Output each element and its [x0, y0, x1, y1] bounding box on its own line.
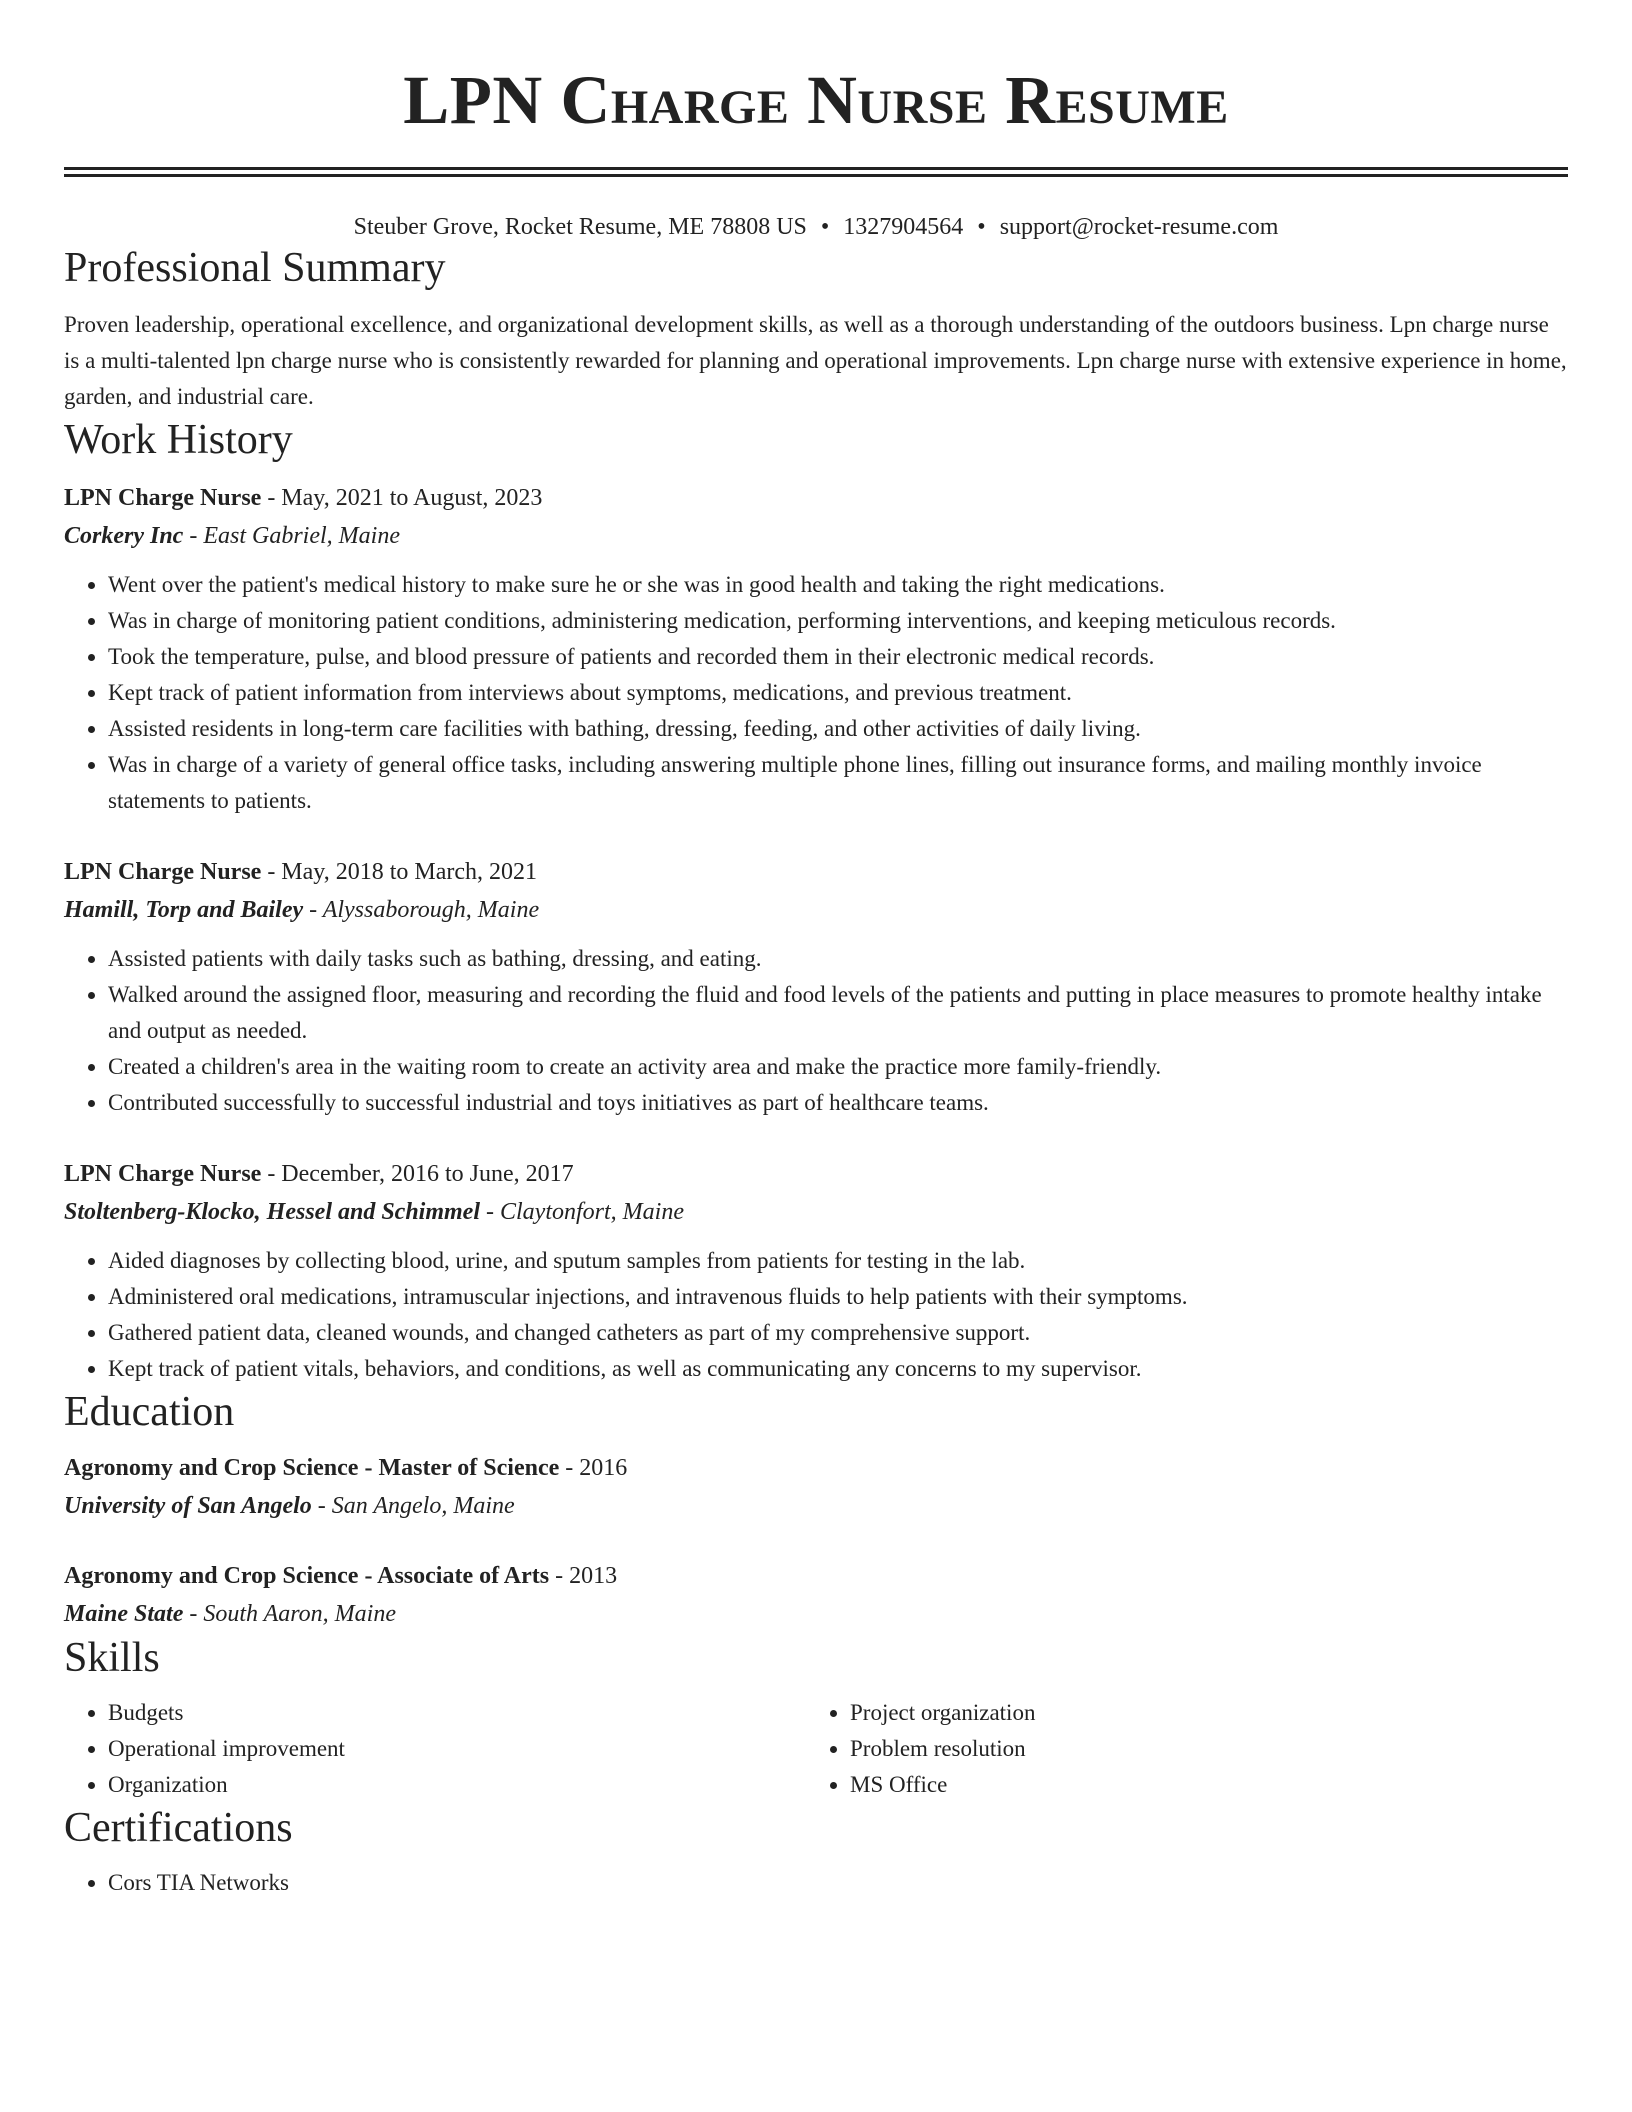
- job-entry: [64, 1155, 1568, 1387]
- education-school: Maine State: [64, 1601, 184, 1627]
- job-duty: • Took the temperature, pulse, and blood pressure of patients and recorded them in their electronic medical records.: [108, 639, 1568, 675]
- education-entry: [64, 1449, 1568, 1525]
- job-duty: • Administered oral medications, intramuscular injections, and intravenous fluids to help patients with their symptoms.: [108, 1279, 1568, 1315]
- job-duty: • Walked around the assigned floor, measuring and recording the fluid and food levels of the patients and putting in place measures to promote healthy intake and output as needed.: [108, 977, 1568, 1049]
- education-location: - South Aaron, Maine: [189, 1601, 396, 1627]
- skill-item: • Project organization: [850, 1695, 1548, 1731]
- job-duty: • Assisted residents in long-term care facilities with bathing, dressing, feeding, and other activities of daily living.: [108, 711, 1568, 747]
- education-year: - 2016: [565, 1455, 628, 1481]
- certifications-list: [64, 1865, 1568, 1901]
- job-header: [64, 479, 1568, 517]
- skill-item: • Problem resolution: [850, 1731, 1548, 1767]
- contact-email: support@rocket-resume.com: [999, 214, 1279, 240]
- education-school: University of San Angelo: [64, 1493, 312, 1519]
- contact-separator: •: [977, 214, 986, 240]
- job-duties-list: [64, 941, 1568, 1121]
- certification-item: • Cors TIA Networks: [108, 1865, 1568, 1901]
- skill-item: • Operational improvement: [108, 1731, 806, 1767]
- contact-line: [64, 211, 1568, 243]
- job-location: - East Gabriel, Maine: [189, 523, 400, 549]
- certifications-heading: Certifications: [64, 1805, 293, 1851]
- job-employer: [64, 1193, 1568, 1231]
- contact-address: Steuber Grove, Rocket Resume, ME 78808 US: [353, 214, 807, 240]
- job-dates: - May, 2018 to March, 2021: [267, 859, 538, 885]
- title-divider: [64, 167, 1568, 177]
- job-title: LPN Charge Nurse: [64, 1161, 262, 1187]
- job-company: Corkery Inc: [64, 523, 184, 549]
- skills-column-right: [806, 1695, 1548, 1803]
- education-institution: [64, 1595, 1568, 1633]
- education-entry: [64, 1557, 1568, 1633]
- job-duty: • Contributed successfully to successful industrial and toys initiatives as part of healthcare teams.: [108, 1085, 1568, 1121]
- job-duty: • Kept track of patient vitals, behaviors, and conditions, as well as communicating any concerns to my supervisor.: [108, 1351, 1568, 1387]
- job-duties-list: [64, 567, 1568, 819]
- education-location: - San Angelo, Maine: [317, 1493, 515, 1519]
- job-duties-list: [64, 1243, 1568, 1387]
- skills-column-left: [64, 1695, 806, 1803]
- skill-item: • Organization: [108, 1767, 806, 1803]
- job-header: [64, 853, 1568, 891]
- job-dates: - May, 2021 to August, 2023: [267, 485, 543, 511]
- work-history-heading: Work History: [64, 417, 293, 463]
- summary-heading: Professional Summary: [64, 245, 446, 291]
- job-duty: • Kept track of patient information from interviews about symptoms, medications, and previous treatment.: [108, 675, 1568, 711]
- job-title: LPN Charge Nurse: [64, 859, 262, 885]
- job-company: Hamill, Torp and Bailey: [64, 897, 304, 923]
- skills-heading: Skills: [64, 1635, 160, 1681]
- resume-title: LPN Charge Nurse Resume: [403, 62, 1229, 138]
- job-duty: • Gathered patient data, cleaned wounds, and changed catheters as part of my comprehensive support.: [108, 1315, 1568, 1351]
- job-dates: - December, 2016 to June, 2017: [267, 1161, 574, 1187]
- education-header: [64, 1557, 1568, 1595]
- skill-item: • Budgets: [108, 1695, 806, 1731]
- job-header: [64, 1155, 1568, 1193]
- job-duty: • Went over the patient's medical history to make sure he or she was in good health and taking the right medications.: [108, 567, 1568, 603]
- job-company: Stoltenberg-Klocko, Hessel and Schimmel: [64, 1199, 481, 1225]
- job-employer: [64, 891, 1568, 929]
- job-duty: • Aided diagnoses by collecting blood, urine, and sputum samples from patients for testing in the lab.: [108, 1243, 1568, 1279]
- contact-separator: •: [820, 214, 830, 240]
- job-entry: [64, 479, 1568, 819]
- education-year: - 2013: [555, 1563, 618, 1589]
- job-duty: • Was in charge of monitoring patient conditions, administering medication, performing interventions, and keeping meticulous records.: [108, 603, 1568, 639]
- job-location: - Alyssaborough, Maine: [309, 897, 540, 923]
- job-duty: • Assisted patients with daily tasks such as bathing, dressing, and eating.: [108, 941, 1568, 977]
- education-degree: Agronomy and Crop Science - Associate of Arts: [64, 1563, 550, 1589]
- skills-grid: [64, 1695, 1568, 1803]
- job-duty: • Was in charge of a variety of general office tasks, including answering multiple phone lines, filling out insurance forms, and mailing monthly invoice statements to patients.: [108, 747, 1568, 819]
- education-institution: [64, 1487, 1568, 1525]
- summary-text: Proven leadership, operational excellence, and organizational development skills, as well as a thorough understanding of the outdoors business. Lpn charge nurse is a multi-talented lpn charge nurse who is consistently rewarded for planning and operational improvements. Lpn charge nurse with extensive experience in home, garden, and industrial care.: [64, 312, 1567, 409]
- education-header: [64, 1449, 1568, 1487]
- job-location: - Claytonfort, Maine: [486, 1199, 684, 1225]
- job-duty: • Created a children's area in the waiting room to create an activity area and make the practice more family-friendly.: [108, 1049, 1568, 1085]
- education-degree: Agronomy and Crop Science - Master of Science: [64, 1455, 560, 1481]
- job-entry: [64, 853, 1568, 1121]
- skill-item: • MS Office: [850, 1767, 1548, 1803]
- contact-phone: 1327904564: [843, 214, 964, 240]
- job-employer: [64, 517, 1568, 555]
- education-heading: Education: [64, 1389, 235, 1435]
- job-title: LPN Charge Nurse: [64, 485, 262, 511]
